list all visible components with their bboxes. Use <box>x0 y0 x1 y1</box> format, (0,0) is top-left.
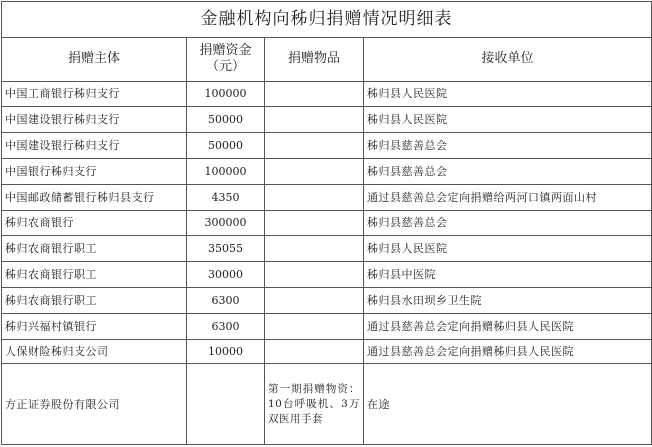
amount-cell: 100000 <box>187 158 265 184</box>
donation-table-sheet <box>1 1 651 445</box>
table-row <box>2 81 652 107</box>
amount-cell: 6300 <box>187 288 265 314</box>
amount-cell: 30000 <box>187 262 265 288</box>
amount-cell: 100000 <box>187 81 265 107</box>
donor-cell: 秭归农商银行 <box>2 210 187 236</box>
header-recipient: 接收单位 <box>364 38 652 81</box>
items-cell <box>265 184 364 210</box>
items-cell <box>265 313 364 339</box>
amount-cell: 4350 <box>187 184 265 210</box>
table-row <box>2 339 652 364</box>
header-amount <box>187 38 265 81</box>
table-row <box>2 313 652 339</box>
donor-cell: 方正证券股份有限公司 <box>2 364 187 445</box>
donor-cell: 人保财险秭归支公司 <box>2 339 187 364</box>
donor-cell: 中国银行秭归支行 <box>2 158 187 184</box>
title-row <box>2 2 652 38</box>
donation-table <box>1 1 652 445</box>
amount-cell <box>187 364 265 445</box>
table-row <box>2 210 652 236</box>
header-items: 捐赠物品 <box>265 38 364 81</box>
items-cell <box>265 133 364 159</box>
recipient-cell: 秭归县慈善总会 <box>364 210 652 236</box>
table-row <box>2 364 652 445</box>
items-cell <box>265 288 364 314</box>
donor-cell: 中国工商银行秭归支行 <box>2 81 187 107</box>
items-cell: 第一期捐赠物资：10台呼吸机、3万双医用手套 <box>265 364 364 445</box>
donor-cell: 秭归农商银行职工 <box>2 288 187 314</box>
recipient-cell: 秭归县人民医院 <box>364 107 652 133</box>
amount-cell: 50000 <box>187 133 265 159</box>
header-row <box>2 38 652 81</box>
recipient-cell: 秭归县水田坝乡卫生院 <box>364 288 652 314</box>
amount-cell: 6300 <box>187 313 265 339</box>
table-row <box>2 262 652 288</box>
amount-cell: 10000 <box>187 339 265 364</box>
recipient-cell: 秭归县人民医院 <box>364 81 652 107</box>
recipient-cell: 秭归县中医院 <box>364 262 652 288</box>
table-title: 金融机构向秭归捐赠情况明细表 <box>2 2 652 38</box>
amount-cell: 300000 <box>187 210 265 236</box>
header-amount-line2: （元） <box>205 59 245 75</box>
recipient-cell: 秭归县人民医院 <box>364 236 652 262</box>
amount-cell: 50000 <box>187 107 265 133</box>
items-cell <box>265 158 364 184</box>
items-cell <box>265 262 364 288</box>
amount-cell: 35055 <box>187 236 265 262</box>
table-row <box>2 184 652 210</box>
recipient-cell: 通过县慈善总会定向捐赠给两河口镇两面山村 <box>364 184 652 210</box>
table-row <box>2 133 652 159</box>
recipient-cell: 通过县慈善总会定向捐赠秭归县人民医院 <box>364 313 652 339</box>
recipient-cell: 通过县慈善总会定向捐赠秭归县人民医院 <box>364 339 652 364</box>
recipient-cell: 秭归县慈善总会 <box>364 133 652 159</box>
table-row <box>2 288 652 314</box>
donor-cell: 中国邮政储蓄银行秭归县支行 <box>2 184 187 210</box>
header-amount-line1: 捐赠资金 <box>199 43 252 59</box>
items-cell <box>265 107 364 133</box>
items-cell <box>265 210 364 236</box>
table-row <box>2 236 652 262</box>
items-cell <box>265 339 364 364</box>
donor-cell: 秭归农商银行职工 <box>2 262 187 288</box>
recipient-cell: 秭归县慈善总会 <box>364 158 652 184</box>
donor-cell: 中国建设银行秭归支行 <box>2 133 187 159</box>
header-donor: 捐赠主体 <box>2 38 187 81</box>
table-row <box>2 107 652 133</box>
items-cell <box>265 236 364 262</box>
recipient-cell: 在途 <box>364 364 652 445</box>
donor-cell: 中国建设银行秭归支行 <box>2 107 187 133</box>
donor-cell: 秭归农商银行职工 <box>2 236 187 262</box>
items-cell <box>265 81 364 107</box>
table-row <box>2 158 652 184</box>
donor-cell: 秭归兴福村镇银行 <box>2 313 187 339</box>
